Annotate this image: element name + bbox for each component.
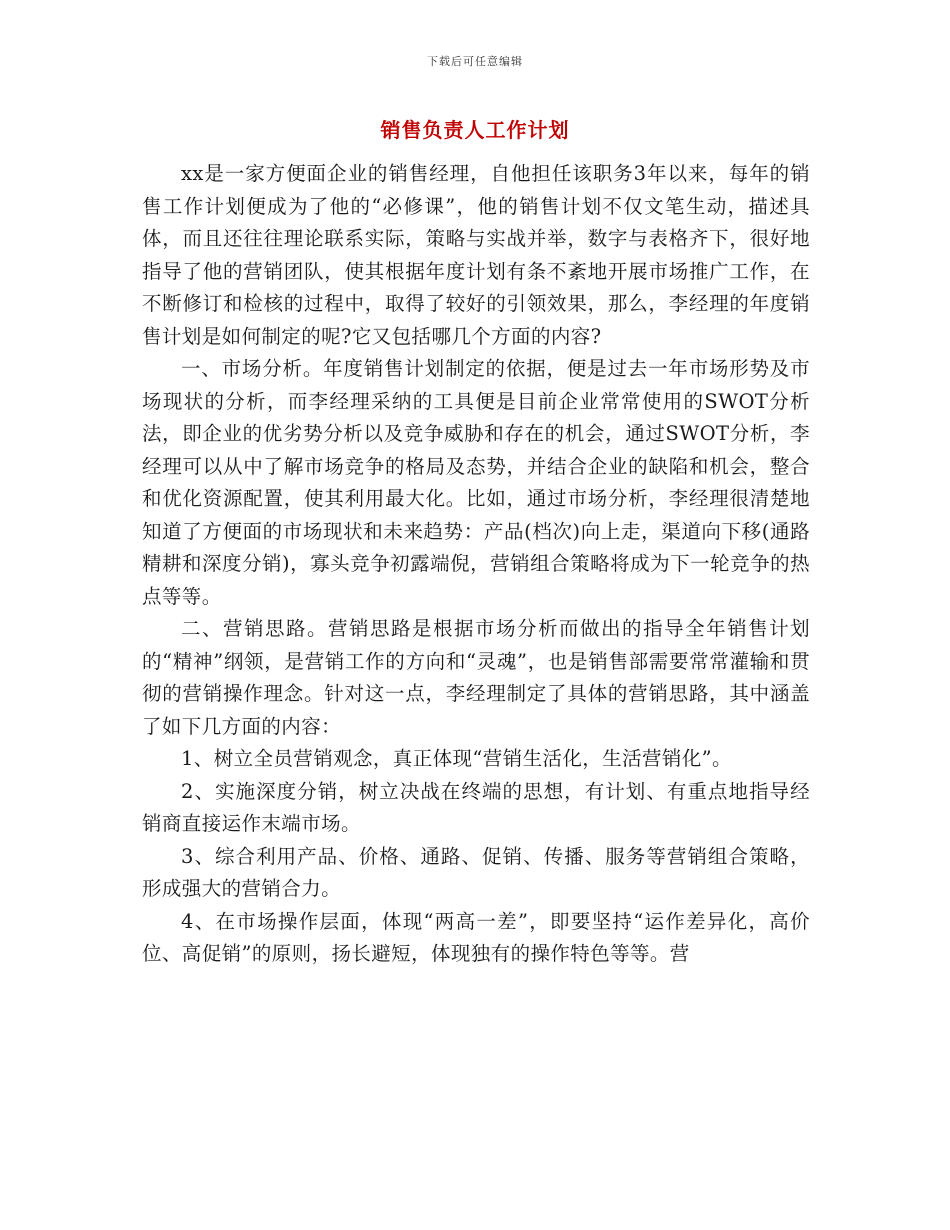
list-item-1: 1、树立全员营销观念，真正体现“营销生活化，生活营销化”。 bbox=[181, 747, 732, 770]
document-title: 销售负责人工作计划 bbox=[380, 118, 570, 142]
paragraph-marketing-ideas: 二、营销思路。营销思路是根据市场分析而做出的指导全年销售计划的“精神”纲领，是营销工作的方向和“灵魂”，也是销售部需要常常灌输和贯彻的营销操作理念。针对这一点，李经理制定了具体的营销思路，其中涵盖了如下几方面的内容： bbox=[142, 617, 810, 738]
paragraph-market-analysis: 一、市场分析。年度销售计划制定的依据，便是过去一年市场形势及市场现状的分析，而李经理采纳的工具便是目前企业常常使用的SWOT分析法，即企业的优劣势分析以及竞争威胁和存在的机会，通过SWOT分析，李经理可以从中了解市场竞争的格局及态势，并结合企业的缺陷和机会，整合和优化资源配置，使其利用最大化。比如，通过市场分析，李经理很清楚地知道了方便面的市场现状和未来趋势：产品(档次)向上走，渠道向下移(通路精耕和深度分销)，寡头竞争初露端倪，营销组合策略将成为下一轮竞争的热点等等。 bbox=[142, 357, 810, 608]
list-item-2: 2、实施深度分销，树立决战在终端的思想，有计划、有重点地指导经销商直接运作末端市场。 bbox=[142, 779, 810, 835]
document-body bbox=[142, 158, 810, 971]
header-note: 下载后可任意编辑 bbox=[427, 55, 523, 68]
list-item-3: 3、综合利用产品、价格、通路、促销、传播、服务等营销组合策略，形成强大的营销合力。 bbox=[142, 844, 810, 900]
paragraph-intro: xx是一家方便面企业的销售经理，自他担任该职务3年以来，每年的销售工作计划便成为了他的“必修课”，他的销售计划不仅文笔生动，描述具体，而且还往往理论联系实际，策略与实战并举，数字与表格齐下，很好地指导了他的营销团队，使其根据年度计划有条不紊地开展市场推广工作，在不断修订和检核的过程中，取得了较好的引领效果，那么，李经理的年度销售计划是如何制定的呢?它又包括哪几个方面的内容? bbox=[142, 162, 810, 348]
list-item-4: 4、在市场操作层面，体现“两高一差”，即要坚持“运作差异化，高价位、高促销”的原则，扬长避短，体现独有的操作特色等等。营 bbox=[142, 909, 810, 965]
